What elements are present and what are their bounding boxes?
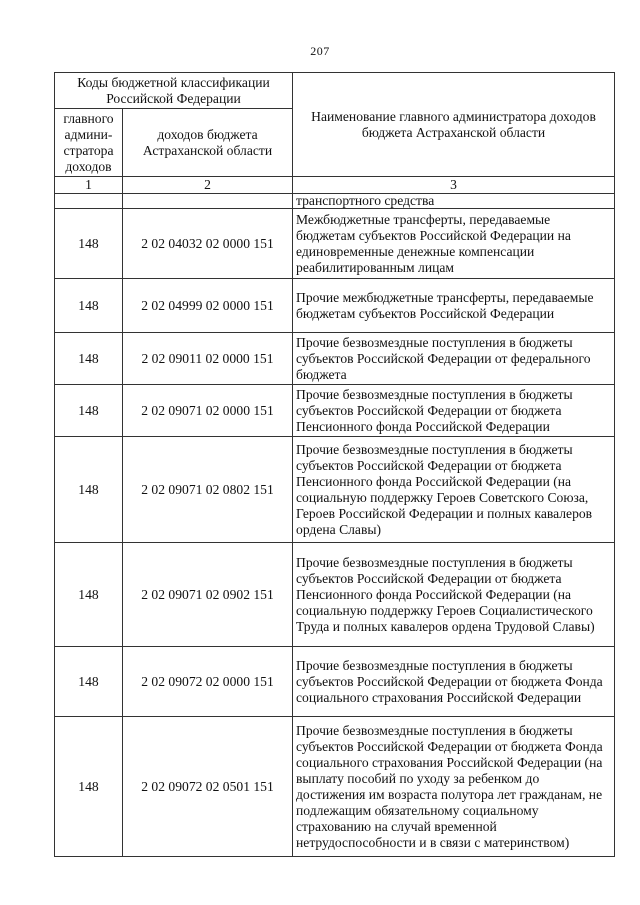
revenue-name-cell: Межбюджетные трансферты, передаваемые бюджетам субъектов Российской Федерации на единовременные денежные компенсации реабилитированным лицам bbox=[293, 209, 615, 279]
continuation-text: транспортного средства bbox=[293, 194, 615, 209]
admin-code-cell: 148 bbox=[55, 333, 123, 385]
revenue-name-cell: Прочие безвозмездные поступления в бюджеты субъектов Российской Федерации от федерального бюджета bbox=[293, 333, 615, 385]
revenue-code-cell: 2 02 04999 02 0000 151 bbox=[123, 279, 293, 333]
table-row bbox=[55, 437, 615, 543]
table-row bbox=[55, 279, 615, 333]
admin-code-cell: 148 bbox=[55, 647, 123, 717]
table-row bbox=[55, 333, 615, 385]
budget-classification-table bbox=[54, 72, 615, 857]
revenue-name-cell: Прочие безвозмездные поступления в бюджеты субъектов Российской Федерации от бюджета Фонда социального страхования Российской Федерации bbox=[293, 647, 615, 717]
empty-cell bbox=[55, 194, 123, 209]
revenue-name-cell: Прочие безвозмездные поступления в бюджеты субъектов Российской Федерации от бюджета Пенсионного фонда Российской Федерации (на социальную поддержку Героев Советского Союза, Героев Российской Федерации и полных кавалеров ордена Славы) bbox=[293, 437, 615, 543]
table-row bbox=[55, 209, 615, 279]
column-number: 3 bbox=[293, 177, 615, 194]
codes-group-header: Коды бюджетной классификации Российской Федерации bbox=[55, 73, 293, 109]
revenue-code-cell: 2 02 09071 02 0802 151 bbox=[123, 437, 293, 543]
header-row bbox=[55, 73, 615, 109]
revenue-code-cell: 2 02 09071 02 0902 151 bbox=[123, 543, 293, 647]
revenue-code-cell: 2 02 09071 02 0000 151 bbox=[123, 385, 293, 437]
admin-code-cell: 148 bbox=[55, 385, 123, 437]
revenue-name-cell: Прочие межбюджетные трансферты, передаваемые бюджетам субъектов Российской Федерации bbox=[293, 279, 615, 333]
column-number-row bbox=[55, 177, 615, 194]
revenue-code-cell: 2 02 09011 02 0000 151 bbox=[123, 333, 293, 385]
admin-code-cell: 148 bbox=[55, 279, 123, 333]
table-row bbox=[55, 385, 615, 437]
table-row bbox=[55, 647, 615, 717]
admin-code-cell: 148 bbox=[55, 209, 123, 279]
revenue-name-cell: Прочие безвозмездные поступления в бюджеты субъектов Российской Федерации от бюджета Пенсионного фонда Российской Федерации (на социальную поддержку Героев Социалистического Труда и полных кавалеров ордена Трудовой Славы) bbox=[293, 543, 615, 647]
empty-cell bbox=[123, 194, 293, 209]
revenue-code-cell: 2 02 09072 02 0501 151 bbox=[123, 717, 293, 857]
table-row bbox=[55, 543, 615, 647]
admin-code-cell: 148 bbox=[55, 437, 123, 543]
admin-code-cell: 148 bbox=[55, 543, 123, 647]
admin-code-cell: 148 bbox=[55, 717, 123, 857]
column-number: 2 bbox=[123, 177, 293, 194]
revenue-name-cell: Прочие безвозмездные поступления в бюджеты субъектов Российской Федерации от бюджета Пенсионного фонда Российской Федерации bbox=[293, 385, 615, 437]
revenue-code-header: доходов бюджета Астраханской области bbox=[123, 109, 293, 177]
column-number: 1 bbox=[55, 177, 123, 194]
name-column-header: Наименование главного администратора доходов бюджета Астраханской области bbox=[293, 73, 615, 177]
continuation-row bbox=[55, 194, 615, 209]
revenue-name-cell: Прочие безвозмездные поступления в бюджеты субъектов Российской Федерации от бюджета Фонда социального страхования Российской Федерации (на выплату пособий по уходу за ребенком до достижения им возраста полутора лет гражданам, не подлежащим обязательному социальному страхованию на случай временной нетрудоспособности и в связи с материнством) bbox=[293, 717, 615, 857]
table-row bbox=[55, 717, 615, 857]
admin-code-header: главного админи-стратора доходов bbox=[55, 109, 123, 177]
revenue-code-cell: 2 02 04032 02 0000 151 bbox=[123, 209, 293, 279]
revenue-code-cell: 2 02 09072 02 0000 151 bbox=[123, 647, 293, 717]
page-number: 207 bbox=[310, 44, 330, 58]
